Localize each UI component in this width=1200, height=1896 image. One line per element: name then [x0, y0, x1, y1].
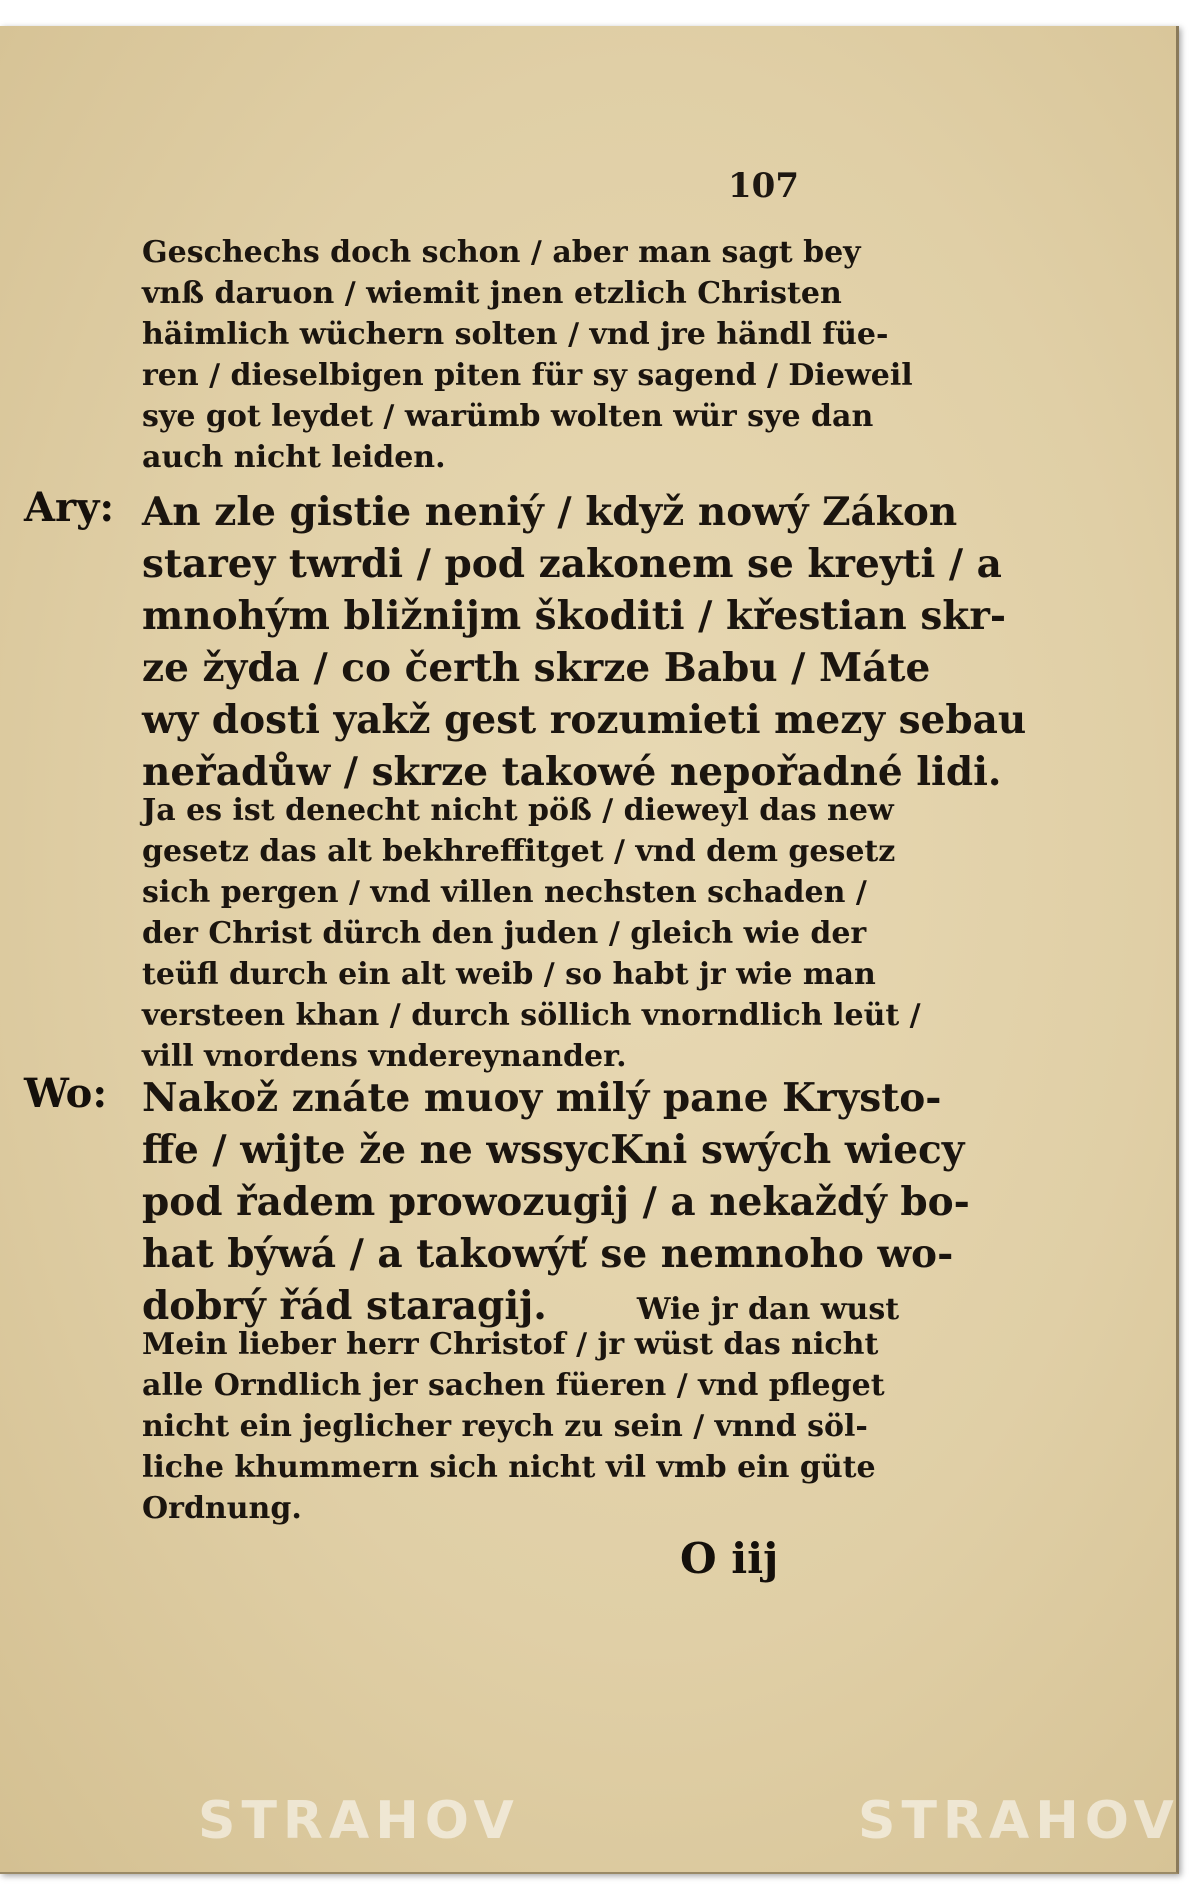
text-line: neřadůw / skrze takowé nepořadné lidi.: [142, 749, 1002, 795]
text-line: alle Orndlich jer sachen füeren / vnd pfleget: [142, 1368, 885, 1403]
text-line: starey twrdi / pod zakonem se kreyti / a: [142, 541, 1002, 587]
text-line: An zle gistie neniý / když nowý Zákon: [142, 489, 958, 535]
text-line: Ja es ist denecht nicht pöß / dieweyl das new: [142, 793, 894, 828]
text-line: gesetz das alt bekhreffitget / vnd dem gesetz: [142, 834, 896, 869]
text-line: Mein lieber herr Christof / jr wüst das nicht: [142, 1327, 879, 1362]
text-line: Geschechs doch schon / aber man sagt bey: [142, 235, 861, 270]
text-line: liche khummern sich nicht vil vmb ein güte: [142, 1450, 876, 1485]
text-line: der Christ dürch den juden / gleich wie der: [142, 916, 867, 951]
text-line: wy dosti yakž gest rozumieti mezy sebau: [142, 697, 1027, 743]
text-line: ffe / wijte že ne wssycKni swých wiecy: [142, 1127, 965, 1173]
watermark-right: STRAHOV: [858, 1791, 1180, 1851]
text-line: pod řadem prowozugij / a nekaždý bo-: [142, 1179, 970, 1225]
speaker-label-wo: Wo:: [24, 1070, 108, 1117]
german-paragraph-3: [142, 1324, 885, 1529]
text-line: häimlich wüchern solten / vnd jre händl füe-: [142, 317, 889, 352]
speaker-label-ary: Ary:: [24, 484, 115, 531]
text-line: versteen khan / durch söllich vnorndlich leüt /: [142, 998, 921, 1033]
text-line: sye got leydet / warümb wolten wür sye dan: [142, 399, 874, 434]
text-line: mnohým bližnijm škoditi / křestian skr-: [142, 593, 1007, 639]
czech-paragraph-2: [142, 1072, 970, 1336]
text-line: vill vnordens vndereynander.: [142, 1039, 627, 1074]
text-line: nicht ein jeglicher reych zu sein / vnnd söl-: [142, 1409, 868, 1444]
text-line: sich pergen / vnd villen nechsten schaden /: [142, 875, 867, 910]
line-text: dobrý řád staragij.: [142, 1283, 547, 1329]
text-line: ren / dieselbigen piten für sy sagend / Dieweil: [142, 358, 913, 393]
czech-paragraph-1: [142, 486, 1026, 798]
german-paragraph-1: [142, 232, 913, 478]
text-line: vnß daruon / wiemit jnen etzlich Christen: [142, 276, 842, 311]
text-line: ze žyda / co čerth skrze Babu / Máte: [142, 645, 931, 691]
text-line: hat býwá / a takowýť se nemnoho wo-: [142, 1231, 954, 1277]
text-line: Ordnung.: [142, 1491, 302, 1526]
german-paragraph-2: [142, 790, 921, 1077]
signature-mark: O iij: [680, 1534, 779, 1583]
page-number: 107: [728, 166, 799, 206]
watermark-left: STRAHOV: [198, 1791, 520, 1851]
german-lead-text: Wie jr dan wust: [636, 1292, 900, 1327]
text-line: Nakož znáte muoy milý pane Krysto-: [142, 1075, 942, 1121]
text-line: teüfl durch ein alt weib / so habt jr wie man: [142, 957, 876, 992]
book-page: [0, 26, 1179, 1874]
text-line: auch nicht leiden.: [142, 440, 446, 475]
